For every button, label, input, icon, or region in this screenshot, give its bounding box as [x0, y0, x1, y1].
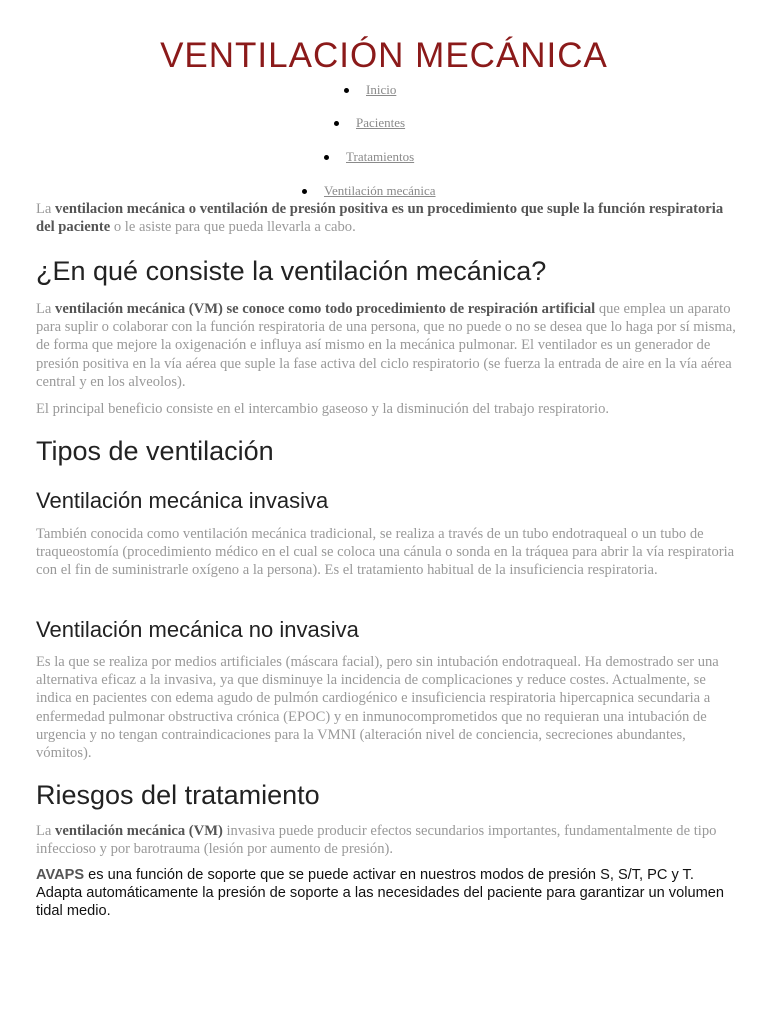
intro-suffix: o le asiste para que pueda llevarla a cabo. — [110, 219, 356, 236]
risks-prefix: La — [36, 823, 56, 839]
nav-item-tratamientos — [346, 149, 414, 165]
non-invasive-paragraph: Es la que se realiza por medios artificiales (máscara facial), pero sin intubación endotraqueal. Ha demostrado ser una alternativa eficaz a la invasiva, ya que disminuye la incidencia de complicaciones y reduce costes. Actualmente, se indica en pacientes con edema agudo de pulmón cardiogénico e insuficiencia respiratoria hipercapnica secundaria a enfermedad pulmonar obstructiva crónica (EPOC) y en inmunocomprometidos que no requieran una intubación de urgencia y no tengan contraindicaciones para la VMNI (alteración nivel de conciencia, secreciones abundantes, vómitos). — [36, 654, 719, 762]
intro-prefix: La — [36, 201, 56, 217]
risks-suffix: invasiva puede producir efectos secundarios importantes, fundamentalmente de tipo infeccioso y por barotrauma (lesión por aumento de presión). — [36, 823, 717, 858]
what-is-prefix: La — [36, 301, 56, 317]
nav-item-inicio — [366, 82, 396, 98]
what-is-bold: ventilación mecánica (VM) se conoce como todo procedimiento de respiración artificial — [55, 301, 596, 317]
risks-bold: ventilación mecánica (VM) — [55, 823, 223, 839]
heading-what-is: ¿En qué consiste la ventilación mecánica? — [36, 256, 547, 286]
avaps-text: es una función de soporte que se puede activar en nuestros modos de presión S, S/T, PC y T. Adapta automáticamente la presión de soporte a las necesidades del paciente para garantizar un volumen tidal medio. — [36, 867, 724, 920]
what-is-paragraph-2: El principal beneficio consiste en el intercambio gaseoso y la disminución del trabajo respiratorio. — [36, 401, 610, 417]
invasive-paragraph: También conocida como ventilación mecánica tradicional, se realiza a través de un tubo endotraqueal o un tubo de traqueostomía (procedimiento médico en el cual se coloca una cánula o sonda en la tráquea para abrir la vía respiratoria con el fin de suministrarle oxígeno a la persona). Es el tratamiento habitual de la insuficiencia respiratoria. — [36, 526, 735, 579]
nav-item-pacientes — [356, 115, 405, 131]
nav-link-ventilacion[interactable]: Ventilación mecánica — [324, 183, 436, 198]
avaps-bold: AVAPS — [36, 867, 85, 883]
nav-link-tratamientos[interactable]: Tratamientos — [346, 149, 415, 164]
risks-paragraph — [36, 822, 736, 858]
nav-item-ventilacion — [324, 183, 436, 199]
subheading-invasive: Ventilación mecánica invasiva — [36, 488, 329, 513]
nav-link-inicio[interactable]: Inicio — [366, 82, 397, 97]
subheading-non-invasive: Ventilación mecánica no invasiva — [36, 617, 359, 642]
what-is-suffix: que emplea un aparato para suplir o colaborar con la función respiratoria de una persona, que no puede o no se desea que lo haga por sí misma, de forma que mejore la oxigenación e influya así mismo en la mecánica pulmonar. El ventilador es un generador de presión positiva en la vía aérea que suple la fase activa del ciclo respiratorio (se fuerza la entrada de aire en la vía aérea central y en los alveolos). — [36, 301, 736, 390]
intro-bold: ventilacion mecánica o ventilación de presión positiva es un procedimiento que suple la función respiratoria del paciente — [36, 201, 724, 236]
what-is-paragraph-1 — [36, 300, 736, 391]
page-title: VENTILACIÓN MECÁNICA — [160, 36, 608, 75]
avaps-paragraph — [36, 866, 736, 921]
intro-paragraph — [36, 200, 736, 236]
heading-risks: Riesgos del tratamiento — [36, 780, 320, 810]
heading-types: Tipos de ventilación — [36, 436, 274, 466]
nav-link-pacientes[interactable]: Pacientes — [356, 115, 406, 130]
